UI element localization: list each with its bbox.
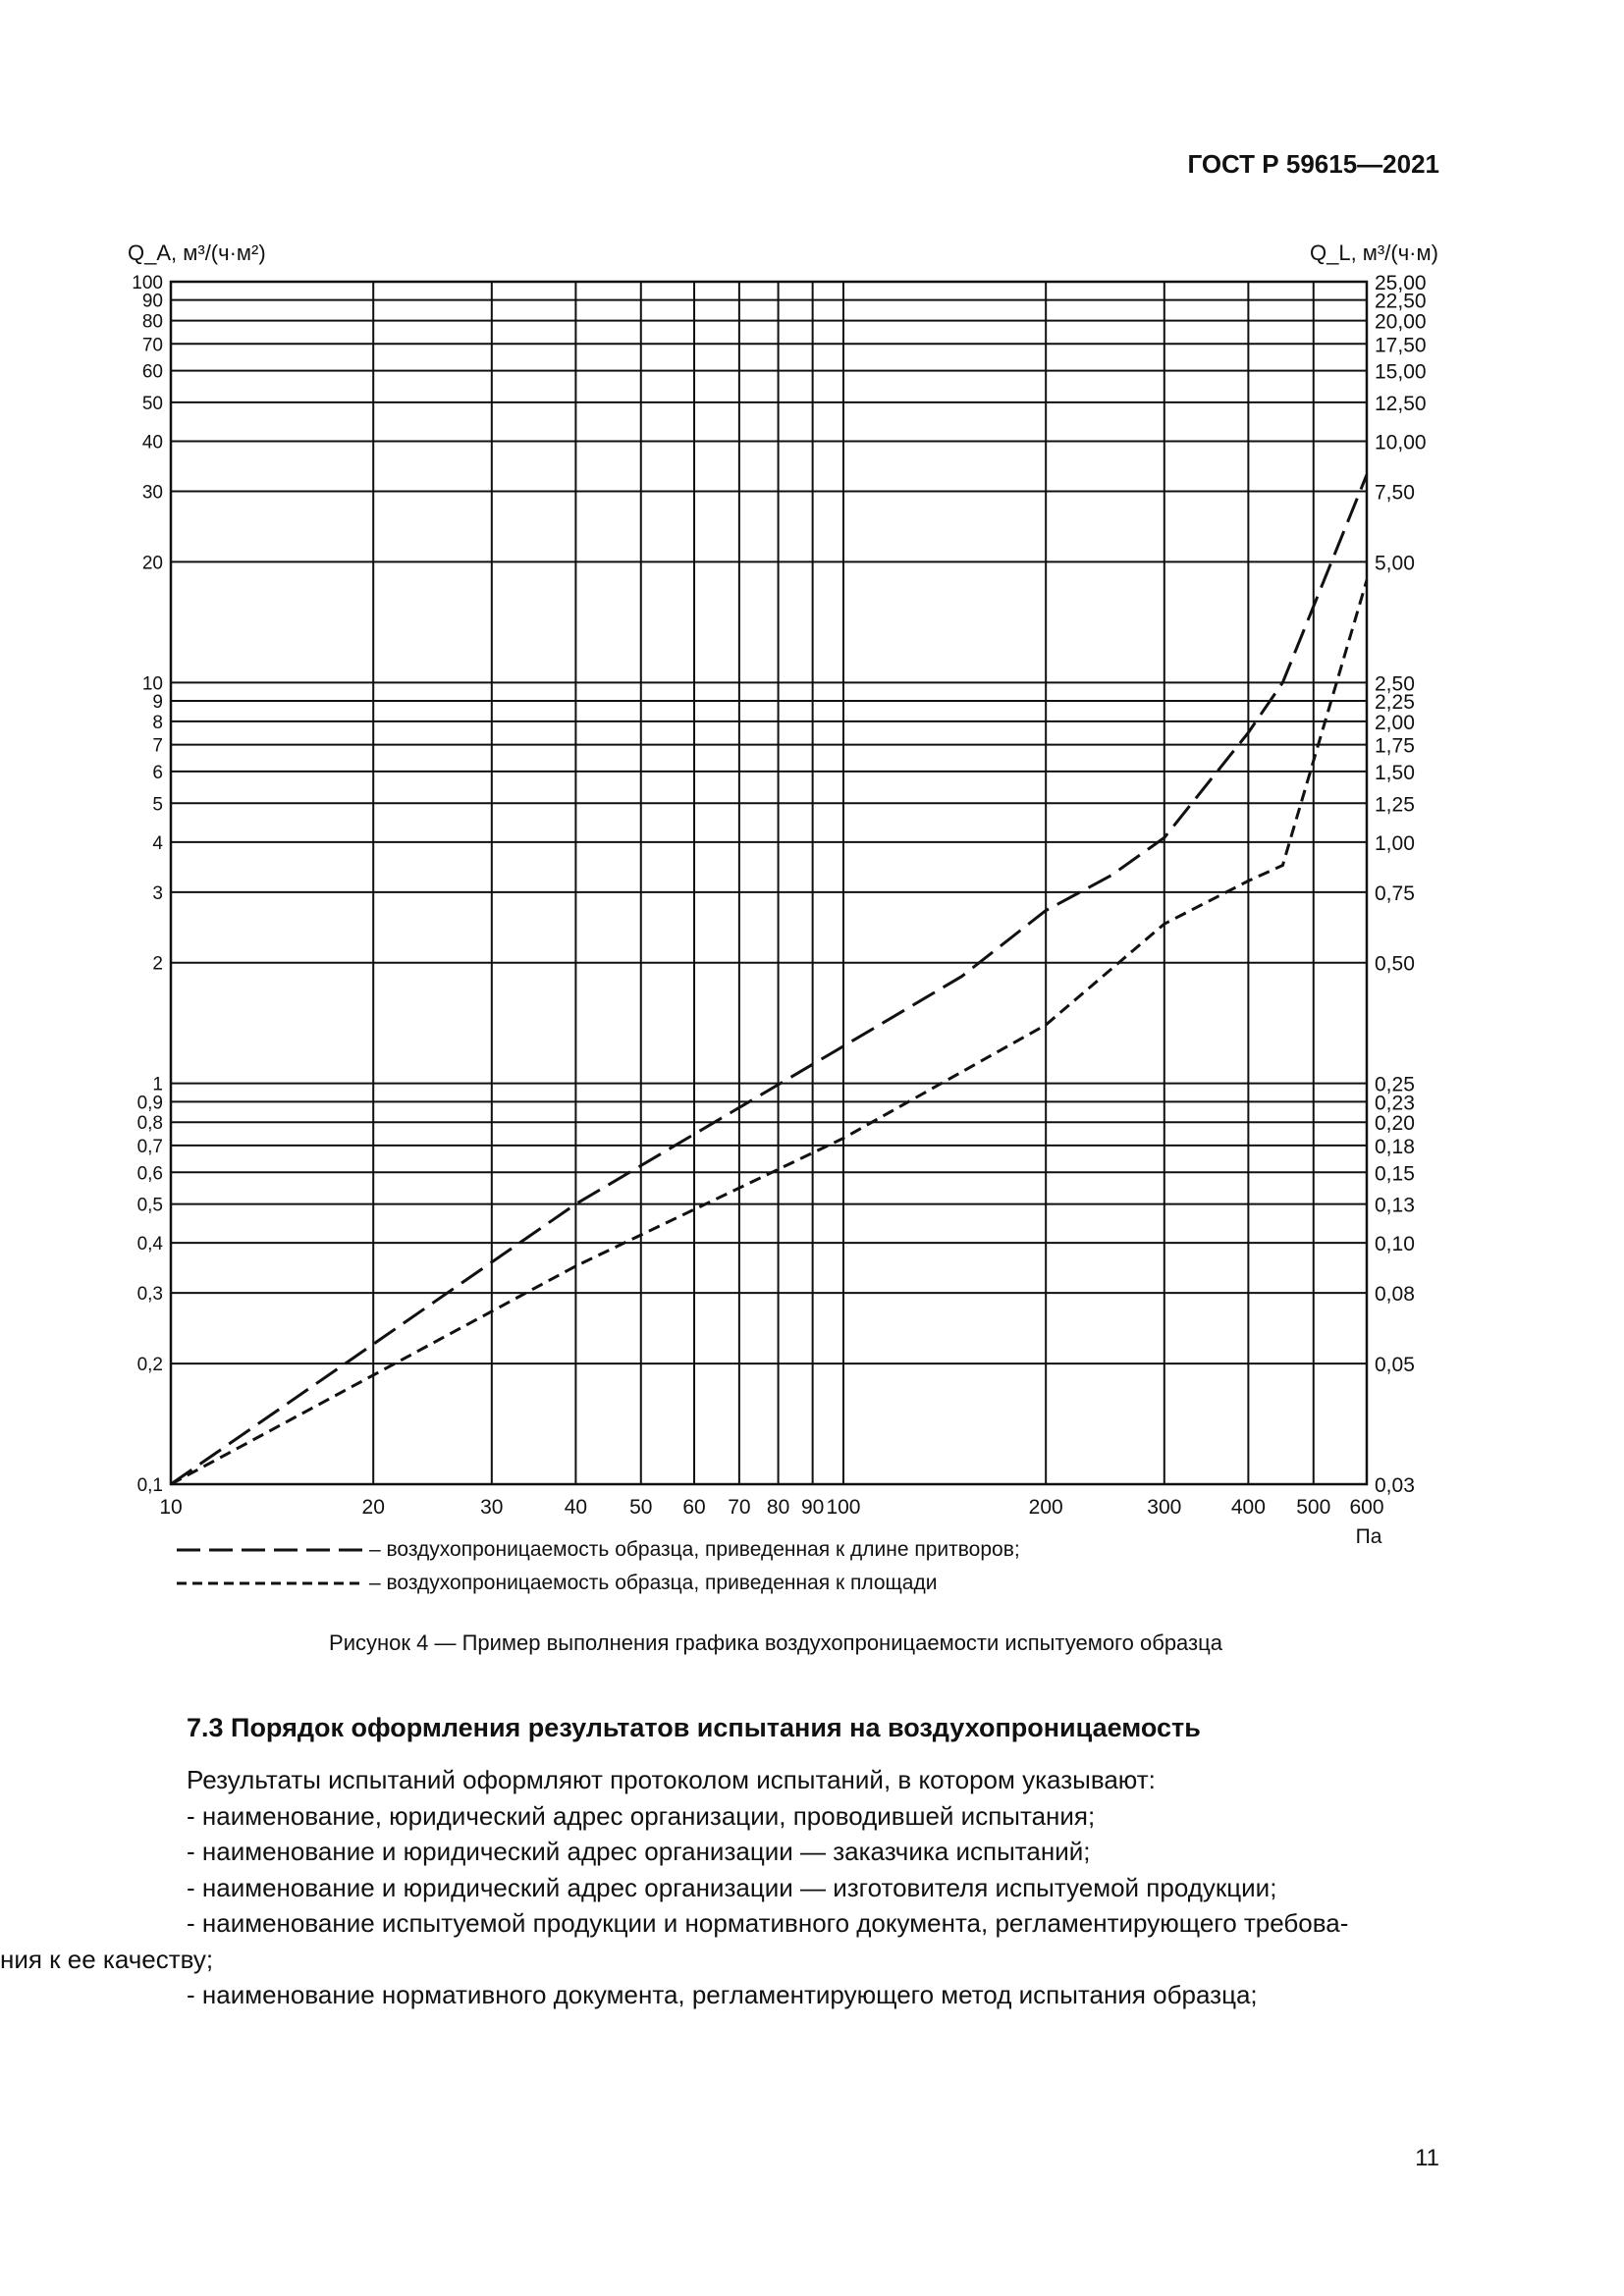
x-tick-label: 600 [1349,1496,1384,1519]
x-tick-label: 20 [361,1496,385,1519]
left-tick-label: 0,9 [136,1093,163,1114]
left-tick-label: 0,4 [136,1234,163,1255]
list-item: - наименование испытуемой продукции и нормативного документа, регламентирующего требова- [187,1908,1349,1938]
left-tick-label: 5 [152,794,163,816]
left-tick-label: 1 [152,1074,163,1095]
legend-label-length: – воздухопроницаемость образца, приведенная к длине притворов; [369,1538,1020,1561]
x-tick-label: 400 [1230,1496,1266,1519]
left-tick-label: 0,7 [136,1136,163,1157]
right-tick-label: 22,50 [1375,290,1427,313]
legend-short-dash-swatch [177,1580,363,1586]
list-item: - наименование нормативного документа, регламентирующего метод испытания образца; [187,1980,1258,2009]
section-title: 7.3 Порядок оформления результатов испытания на воздухопроницаемость [187,1713,1201,1742]
right-tick-label: 0,03 [1375,1474,1415,1497]
right-tick-label: 7,50 [1375,481,1415,505]
right-tick-label: 1,00 [1375,831,1415,855]
right-tick-label: 0,50 [1375,952,1415,976]
legend-item-length [177,1538,1020,1562]
left-tick-label: 0,5 [136,1195,163,1216]
section-intro: Результаты испытаний оформляют протоколом испытаний, в котором указывают: [187,1765,1156,1794]
section-body [0,1762,1453,2013]
x-unit-label: Па [1355,1525,1382,1548]
left-tick-label: 70 [141,335,163,356]
chart-grid [171,282,1367,1484]
left-tick-label: 60 [141,361,163,383]
right-tick-label: 0,08 [1375,1283,1415,1307]
left-tick-label: 3 [152,882,163,904]
x-tick-label: 80 [766,1496,790,1519]
list-item: - наименование и юридический адрес организации — изготовителя испытуемой продукции; [187,1872,1277,1902]
left-tick-label: 2 [152,953,163,975]
series-line-area [171,580,1367,1484]
left-tick-label: 8 [152,712,163,733]
left-tick-label: 0,6 [136,1163,163,1185]
x-tick-label: 50 [629,1496,653,1519]
series-line-length [171,475,1367,1484]
left-tick-label: 9 [152,692,163,714]
right-tick-label: 0,18 [1375,1135,1415,1158]
left-tick-label: 50 [141,393,163,414]
list-item: - наименование, юридический адрес организации, проводившей испытания; [187,1800,1096,1831]
left-tick-label: 0,1 [136,1475,163,1496]
right-tick-label: 12,50 [1375,392,1427,415]
left-tick-label: 0,2 [136,1355,163,1376]
left-tick-label: 10 [141,673,163,695]
right-tick-label: 2,00 [1375,711,1415,734]
right-tick-label: 0,75 [1375,881,1415,905]
left-tick-label: 0,8 [136,1113,163,1135]
left-tick-label: 20 [141,553,163,574]
legend-item-area [177,1572,937,1595]
left-tick-label: 90 [141,291,163,312]
right-tick-label: 1,75 [1375,734,1415,758]
right-tick-label: 15,00 [1375,360,1427,384]
left-tick-label: 40 [141,432,163,454]
chart-series [171,475,1367,1484]
right-tick-label: 5,00 [1375,552,1415,575]
left-tick-label: 30 [141,482,163,504]
right-axis-label: Q_L, м³/(ч·м) [1310,240,1438,265]
right-tick-label: 0,10 [1375,1233,1415,1256]
right-tick-label: 2,25 [1375,691,1415,715]
left-tick-label: 6 [152,762,163,783]
right-tick-label: 2,50 [1375,672,1415,696]
x-tick-label: 60 [682,1496,706,1519]
right-tick-label: 1,25 [1375,793,1415,817]
right-tick-label: 0,23 [1375,1092,1415,1115]
chart-labels [128,240,1438,1548]
right-tick-label: 25,00 [1375,272,1427,294]
x-tick-label: 30 [480,1496,504,1519]
right-tick-label: 0,15 [1375,1162,1415,1186]
list-item-continuation: ния к ее качеству; [0,1944,214,1974]
x-tick-label: 70 [728,1496,751,1519]
x-tick-label: 40 [564,1496,588,1519]
right-tick-label: 10,00 [1375,431,1427,454]
right-tick-label: 0,13 [1375,1194,1415,1217]
x-tick-label: 10 [159,1496,183,1519]
left-tick-label: 80 [141,311,163,333]
left-tick-label: 4 [152,832,163,854]
left-tick-label: 0,3 [136,1284,163,1306]
x-tick-label: 300 [1147,1496,1182,1519]
right-tick-label: 20,00 [1375,310,1427,334]
x-tick-label: 100 [826,1496,861,1519]
x-tick-label: 200 [1028,1496,1063,1519]
right-tick-label: 1,50 [1375,761,1415,784]
legend-label-area: – воздухопроницаемость образца, приведенная к площади [369,1572,938,1594]
right-tick-label: 17,50 [1375,334,1427,357]
left-axis-label: Q_A, м³/(ч·м²) [128,240,266,265]
x-tick-label: 90 [800,1496,825,1519]
right-tick-label: 0,05 [1375,1354,1415,1377]
list-item: - наименование и юридический адрес организации — заказчика испытаний; [187,1837,1091,1866]
plot-frame [171,282,1367,1484]
right-tick-label: 0,25 [1375,1073,1415,1096]
legend-long-dash-swatch [177,1547,363,1553]
standard-number: ГОСТ Р 59615—2021 [1187,149,1439,179]
figure-caption: Рисунок 4 — Пример выполнения графика воздухопроницаемости испытуемого образца [329,1630,1222,1655]
x-tick-label: 500 [1296,1496,1331,1519]
left-tick-label: 7 [152,735,163,757]
right-tick-label: 0,20 [1375,1112,1415,1136]
left-tick-label: 100 [132,273,163,294]
page-number: 11 [1415,2145,1439,2171]
